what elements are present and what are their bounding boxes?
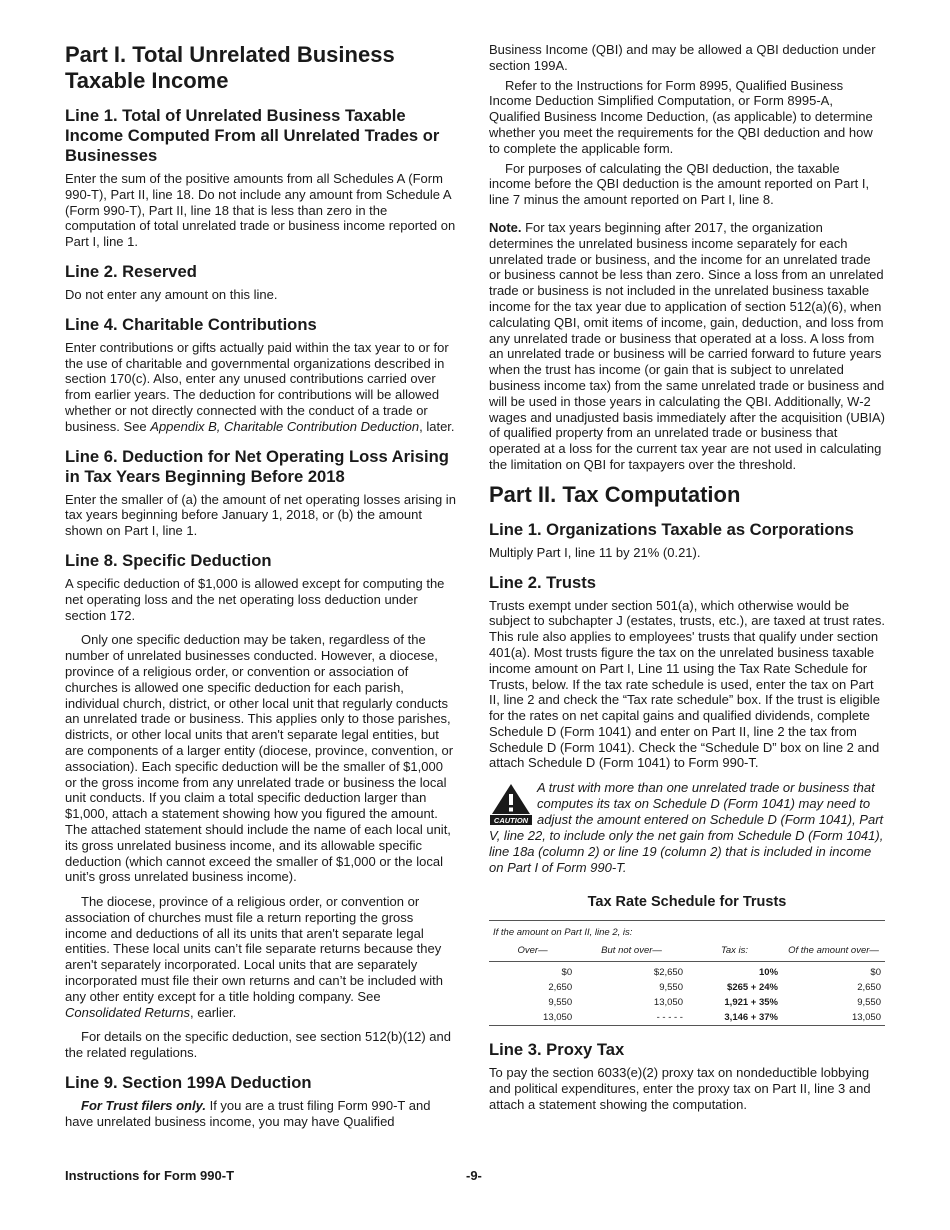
p2-line2-paragraph: Trusts exempt under section 501(a), which otherwise would be subject to subchapter J (estates, trusts, etc.), are taxed at trust rates. This rule also applies to employees' trusts that qualify under section 401(a). Most trusts figure the tax on the unrelated business taxable income amount on Part I, Line 11 using the Tax Rate Schedule for Trusts, below. If the tax rate schedule is used, enter the tax on Part II, line 2 and check the “Tax rate schedule” box. If the trust is eligible for the rates on net capital gains and qualified dividends, complete Schedule D (Form 1041) and enter on Part II, line 2 the tax from Schedule D (Form 1041). Check the “Schedule D” box on line 2 and attach Schedule D (Form 1041) to Form 990-T. [489, 597, 885, 771]
cell-tax: 1,921 + 35% [724, 997, 779, 1009]
purposes-paragraph: For purposes of calculating the QBI deduction, the taxable income before the QBI deduction is the amount reported on Part I, line 7 minus the amount reported on Part I, line 8. [489, 160, 870, 208]
table-row [489, 965, 885, 980]
schedule-title: Tax Rate Schedule for Trusts [587, 894, 787, 911]
caution-label: CAUTION [493, 816, 529, 826]
line8-p3-reference: Consolidated Returns [65, 1004, 191, 1020]
line4-tail: , later. [419, 418, 455, 434]
line4-text: Enter contributions or gifts actually paid within the tax year to or for the use of charitable and governmental organizations described in section 170(c). Also, enter any unused contributions carried over from earlier years. The deduction for contributions will be allowed whether or not directly connected with the conduct of a trade or business. See [65, 339, 449, 434]
line4-heading: Line 4. Charitable Contributions [65, 314, 317, 334]
p2-line1-heading: Line 1. Organizations Taxable as Corporations [489, 519, 854, 539]
header-tax-is: Tax is: [720, 945, 749, 957]
left-column [65, 40, 457, 1139]
cell-over: 13,050 [543, 1012, 573, 1024]
footer-page-number: -9- [466, 1168, 482, 1183]
line8-p3-tail: , earlier. [190, 1004, 237, 1020]
page-footer [65, 1168, 885, 1183]
table-row [489, 980, 885, 995]
right-column [489, 42, 885, 1122]
p2-line2-heading: Line 2. Trusts [489, 572, 596, 592]
cell-but-not-over: $2,650 [653, 967, 683, 979]
part2-heading: Part II. Tax Computation [489, 481, 741, 507]
cell-of-amount-over: $0 [870, 967, 881, 979]
tax-rate-schedule-table [489, 920, 885, 1026]
table-row [489, 995, 885, 1010]
cell-of-amount-over: 13,050 [851, 1012, 881, 1024]
refer-paragraph: Refer to the Instructions for Form 8995, Qualified Business Income Deduction Simplified Computation, or Form 8995-A, Qualified Business Income Deduction, (as applicable) to determine whether you meet the requirements for the QBI deduction and how to complete the applicable form. [489, 77, 873, 156]
line8-paragraph-1: A specific deduction of $1,000 is allowed except for computing the net operating loss and the net operating loss deduction under section 172. [65, 575, 445, 623]
note-text: For tax years beginning after 2017, the organization determines the unrelated business income separately for each unrelated trade or business, and the income for an unrelated trade or business cannot be less than zero. Since a loss from an unrelated trade or business is not included in the unrelated business taxable income for the tax year due to application of section 512(a)(6), when calculating QBI, omit items of income, gain, deduction, and loss from any unrelated trade or business that operated at a loss. A loss from an unrelated trade or business will be carried forward to future years when the trust has income (or gain that is subject to unrelated business income tax) from the same unrelated trade or business and will be used in those years in calculating the QBI. Additionally, W-2 wages and unadjusted basis immediately after the acquisition (UBIA) of qualified property from an unrelated trade or business that operated at a loss for the current tax year are not used in calculating the limitation on QBI for taxpayers over the threshold. [489, 219, 885, 472]
line9-heading: Line 9. Section 199A Deduction [65, 1073, 312, 1093]
schedule-caption: If the amount on Part II, line 2, is: [493, 927, 633, 939]
cell-of-amount-over: 9,550 [857, 997, 881, 1009]
line6-heading: Line 6. Deduction for Net Operating Loss Arising in Tax Years Beginning Before 2018 [65, 446, 449, 486]
cell-over: 2,650 [548, 982, 573, 994]
p2-line3-heading: Line 3. Proxy Tax [489, 1040, 625, 1060]
caution-text: A trust with more than one unrelated trade or business that computes its tax on Schedule D (Form 1041) may need to adjust the amount entered on Schedule D (Form 1041), Part V, line 22, to include only the net gain from Schedule D (Form 1041), line 18a (column 2) or line 19 (column 2) that is included in income on Part I of Form 990-T. [489, 780, 884, 876]
part1-heading: Part I. Total Unrelated Business Taxable Income [65, 42, 395, 93]
line2-paragraph: Do not enter any amount on this line. [65, 286, 278, 302]
note-label: Note. [489, 219, 522, 235]
cell-but-not-over: - - - - - [656, 1012, 683, 1024]
p2-line1-paragraph: Multiply Part I, line 11 by 21% (0.21). [489, 544, 701, 560]
cell-tax: 10% [759, 967, 779, 979]
cell-but-not-over: 13,050 [653, 997, 683, 1009]
line8-paragraph-2: Only one specific deduction may be taken, regardless of the number of unrelated businesses conducted. However, a diocese, province of a religious order, or convention or association of churches is allowed one specific deduction for each parish, individual church, district, or other local unit that regularly conducts an unrelated trade or business. This applies only to those parishes, districts, or other local units that aren't separate legal entities, but are components of a larger entity (diocese, province, convention, or association). Each specific deduction will be the smaller of $1,000 or the gross income from any unrelated trade or business the local unit conducts. If you claim a total specific deduction larger than $1,000, attach a statement showing how you figured the amount. The attached statement should include the name of each local unit, its gross unrelated business income, and its allowable specific deduction (which cannot exceed the smaller of $1,000 or the local unit’s gross unrelated business income). [65, 632, 454, 885]
note-paragraph [489, 220, 885, 473]
cell-but-not-over: 9,550 [659, 982, 683, 994]
cell-over: 9,550 [548, 997, 573, 1009]
caution-note [489, 780, 885, 876]
line8-paragraph-3 [65, 894, 457, 1020]
line8-paragraph-4: For details on the specific deduction, see section 512(b)(12) and the related regulations. [65, 1029, 451, 1061]
line4-paragraph [65, 340, 457, 435]
cell-over: $0 [561, 967, 573, 979]
schedule-header-row [489, 943, 885, 962]
header-of-amount-over: Of the amount over— [788, 945, 879, 957]
line2-heading: Line 2. Reserved [65, 261, 197, 281]
cell-tax: $265 + 24% [727, 982, 779, 994]
line8-heading: Line 8. Specific Deduction [65, 550, 272, 570]
header-over: Over— [517, 945, 548, 957]
caution-icon [489, 782, 533, 826]
cell-of-amount-over: 2,650 [857, 982, 881, 994]
line8-p3-text: The diocese, province of a religious order, or convention or association of churches must file a return reporting the gross income and deductions of all its units that aren't separate legal entities. These local units can’t file separate returns because they aren't separately incorporated. Local units that are separately incorporated must file their own returns and can’t be included with any other entity except for a title holding company. See [65, 894, 443, 1004]
cell-tax: 3,146 + 37% [724, 1012, 779, 1024]
p2-line3-paragraph: To pay the section 6033(e)(2) proxy tax on nondeductible lobbying and political expenditures, enter the proxy tax on Part II, line 3 and attach a statement showing the computation. [489, 1065, 871, 1112]
footer-form-name: Instructions for Form 990-T [65, 1168, 235, 1183]
line4-reference: Appendix B, Charitable Contribution Deduction [150, 418, 420, 434]
line6-paragraph: Enter the smaller of (a) the amount of net operating losses arising in tax years beginning before January 1, 2018, or (b) the amount shown on Part I, line 1. [65, 491, 456, 539]
qbi-continuation: Business Income (QBI) and may be allowed a QBI deduction under section 199A. [489, 42, 876, 73]
header-but-not-over: But not over— [601, 945, 662, 957]
line9-paragraph [65, 1098, 457, 1130]
line9-lead: For Trust filers only. [81, 1098, 206, 1114]
table-row [489, 1010, 885, 1026]
line1-paragraph: Enter the sum of the positive amounts from all Schedules A (Form 990-T), Part II, line 18. Do not include any amount from Schedule A (Form 990-T), Part II, line 18 that is less than zero in the computation of total unrelated trade or business income reported on Part I, line 1. [65, 171, 456, 250]
line9-text: If you are a trust filing Form 990-T and have unrelated business income, you may have Qualified [65, 1098, 431, 1129]
line1-heading: Line 1. Total of Unrelated Business Taxable Income Computed From all Unrelated Trades or Businesses [65, 106, 440, 165]
